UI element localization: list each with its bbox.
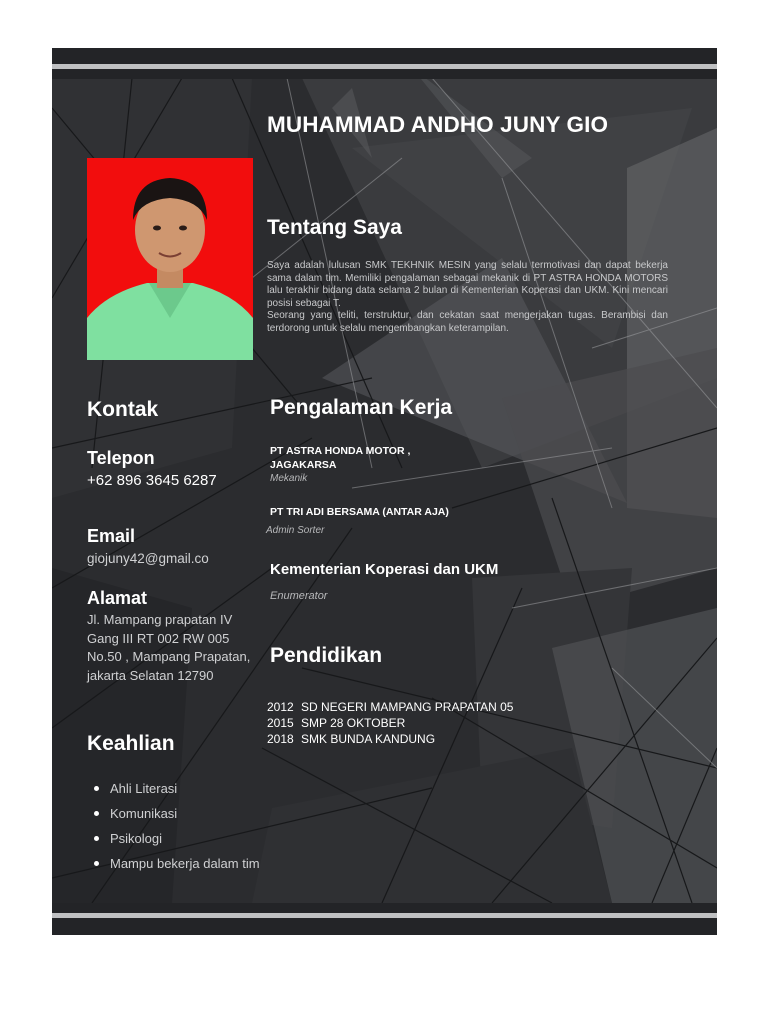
skills-section-title: Keahlian: [87, 732, 175, 755]
email-address: giojuny42@gmail.co: [87, 551, 209, 566]
job-company: PT TRI ADI BERSAMA (ANTAR AJA): [270, 506, 449, 518]
skills-list: [94, 776, 264, 876]
bottom-bar-dark: [52, 903, 717, 913]
job-role: Mekanik: [270, 473, 308, 484]
job-company: Kementerian Koperasi dan UKM: [270, 561, 499, 578]
email-label: Email: [87, 526, 136, 546]
top-bar-dark-lower: [52, 69, 717, 79]
education-school: SD NEGERI MAMPANG PRAPATAN 05: [301, 700, 514, 714]
skill-item: Mampu bekerja dalam tim: [94, 851, 264, 876]
about-paragraph: Saya adalah lulusan SMK TEKHNIK MESIN yang selalu termotivasi dan dapat bekerja sama dalam tim. Memiliki pengalaman sebagai mekanik di PT ASTRA HONDA MOTORS lalu terakhir bidang data selama 2 bulan di Kementerian Koperasi dan UKM. Kini mencari posisi sebagai T.: [267, 260, 668, 309]
job-role: Admin Sorter: [266, 525, 325, 536]
bottom-bar-dark-lower: [52, 918, 717, 935]
address-label: Alamat: [87, 588, 148, 608]
top-bar-dark: [52, 48, 717, 64]
education-list: [267, 699, 513, 747]
skill-item: Komunikasi: [94, 801, 264, 826]
education-year: 2015: [267, 716, 294, 730]
skill-item: Psikologi: [94, 826, 264, 851]
skill-item: Ahli Literasi: [94, 776, 264, 801]
profile-photo: [87, 158, 253, 360]
education-year: 2018: [267, 732, 294, 746]
experience-section-title: Pengalaman Kerja: [270, 396, 453, 419]
phone-number: +62 896 3645 6287: [87, 472, 217, 489]
about-description: [267, 260, 668, 336]
phone-label: Telepon: [87, 448, 155, 468]
candidate-name: MUHAMMAD ANDHO JUNY GIO: [267, 112, 609, 137]
about-paragraph: Seorang yang teliti, terstruktur, dan cekatan saat mengerjakan tugas. Berambisi dan terdorong untuk selalu mengembangkan keterampilan.: [267, 310, 668, 334]
contact-section-title: Kontak: [87, 398, 159, 421]
education-school: SMP 28 OKTOBER: [301, 716, 406, 730]
about-section-title: Tentang Saya: [267, 216, 402, 239]
education-item: [267, 699, 513, 715]
education-item: [267, 715, 513, 731]
education-item: [267, 731, 513, 747]
education-year: 2012: [267, 700, 294, 714]
education-section-title: Pendidikan: [270, 644, 383, 667]
job-company: PT ASTRA HONDA MOTOR , JAGAKARSA: [270, 445, 411, 471]
job-role: Enumerator: [270, 590, 328, 602]
person-portrait-icon: [87, 158, 253, 360]
cv-sheet: [52, 48, 717, 935]
education-school: SMK BUNDA KANDUNG: [301, 732, 436, 746]
address-text: Jl. Mampang prapatan IV Gang III RT 002 RW 005 No.50 , Mampang Prapatan, jakarta Selatan 12790: [87, 612, 251, 683]
